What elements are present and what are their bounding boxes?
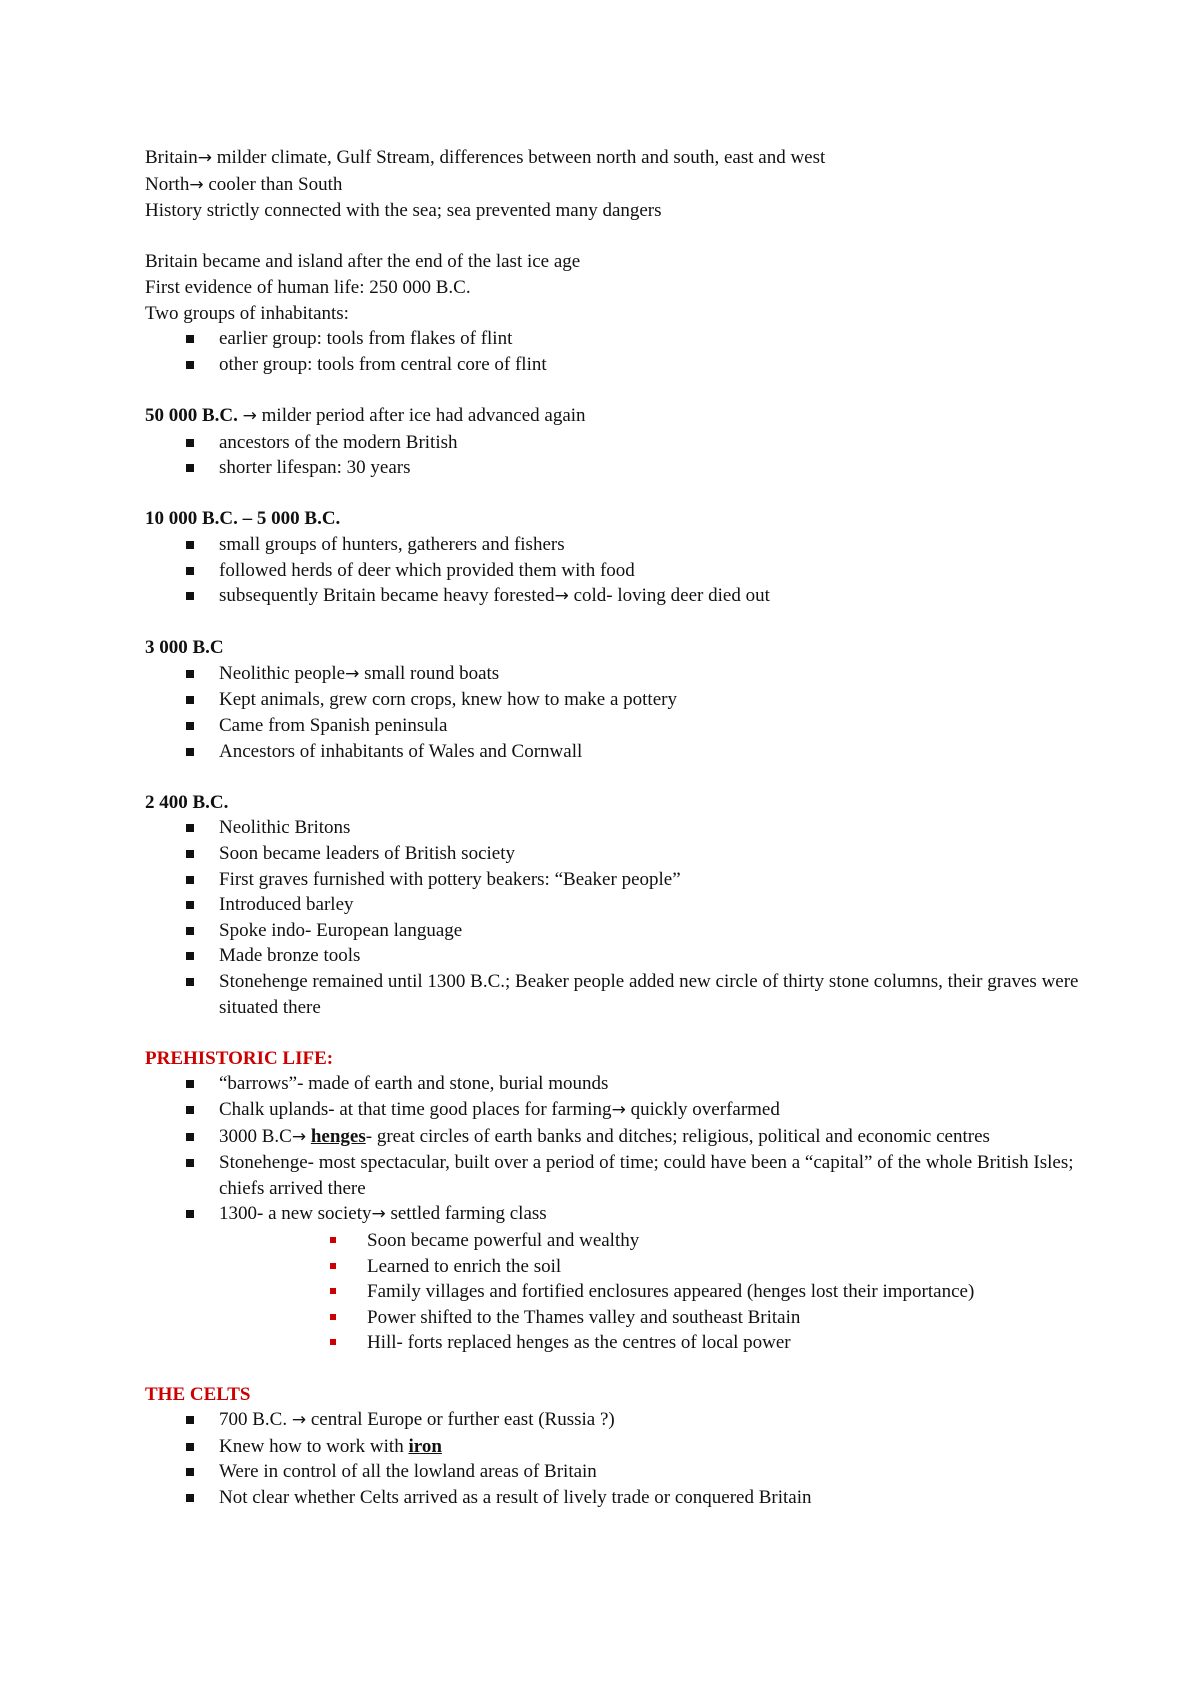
list-item-text: Soon became leaders of British society [219, 843, 516, 865]
list-item-text: Kept animals, grew corn crops, knew how to make a pottery [219, 689, 677, 711]
list-item [145, 661, 1105, 688]
list-item [145, 739, 1105, 765]
sub-list-item-text: Soon became powerful and wealthy [367, 1229, 640, 1251]
text-run: - great circles of earth banks and ditches; religious, political and economic centres [365, 1125, 990, 1147]
text-run: cold- loving deer died out [568, 585, 770, 607]
square-bullet-icon [186, 1494, 194, 1502]
list-item [145, 841, 1105, 867]
section-heading-the-celts: THE CELTS [145, 1383, 251, 1405]
list-item [145, 1097, 1105, 1124]
list-item-text: Stonehenge remained until 1300 B.C.; Beaker people added new circle of thirty stone columns, their graves were situated there [219, 971, 1079, 1018]
red-square-bullet-icon [330, 1314, 336, 1320]
origins-line-1: Britain became and island after the end of the last ice age [145, 251, 581, 273]
text-run: subsequently Britain became heavy forested [219, 585, 555, 607]
list-item-text: Made bronze tools [219, 945, 361, 967]
section-heading-prehistoric-life: PREHISTORIC LIFE: [145, 1047, 334, 1069]
square-bullet-icon [186, 335, 194, 343]
sub-list-item [145, 1305, 1105, 1331]
list-item [145, 1434, 1105, 1460]
list-item-text: “barrows”- made of earth and stone, burial mounds [219, 1073, 609, 1095]
sub-list-item [145, 1254, 1105, 1280]
spacer [145, 481, 1105, 507]
section-heading-3000: 3 000 B.C [145, 637, 224, 659]
intro-line-3: History strictly connected with the sea; sea prevented many dangers [145, 200, 662, 222]
list-item-text: small groups of hunters, gatherers and fishers [219, 533, 565, 555]
text-run: cooler than South [203, 173, 343, 195]
list-item [145, 1485, 1105, 1511]
list-item-text: Not clear whether Celts arrived as a result of lively trade or conquered Britain [219, 1486, 812, 1508]
square-bullet-icon [186, 952, 194, 960]
list-item-text: Ancestors of inhabitants of Wales and Cornwall [219, 740, 583, 762]
spacer [145, 764, 1105, 790]
arrow-icon: → [371, 1204, 386, 1225]
section-heading-50000 [145, 403, 1105, 430]
spacer [145, 1020, 1105, 1046]
list-item-text: Neolithic Britons [219, 817, 351, 839]
square-bullet-icon [186, 670, 194, 678]
text-run: central Europe or further east (Russia ?) [306, 1409, 615, 1431]
list-item [145, 1124, 1149, 1151]
square-bullet-icon [186, 824, 194, 832]
document-page [145, 145, 1105, 1510]
text-run: 700 B.C. [219, 1409, 292, 1431]
square-bullet-icon [186, 1416, 194, 1424]
text-run: Chalk uplands- at that time good places for farming [219, 1098, 612, 1120]
square-bullet-icon [186, 876, 194, 884]
list-item [145, 1407, 1105, 1434]
square-bullet-icon [186, 592, 194, 600]
text-run: Knew how to work with [219, 1435, 409, 1457]
red-square-bullet-icon [330, 1263, 336, 1269]
red-square-bullet-icon [330, 1237, 336, 1243]
square-bullet-icon [186, 1159, 194, 1167]
list-item [145, 1150, 1119, 1201]
square-bullet-icon [186, 901, 194, 909]
square-bullet-icon [186, 1080, 194, 1088]
square-bullet-icon [186, 1133, 194, 1141]
square-bullet-icon [186, 439, 194, 447]
list-item [145, 583, 1105, 610]
square-bullet-icon [186, 978, 194, 986]
square-bullet-icon [186, 927, 194, 935]
list-item [145, 455, 1105, 481]
list-item [145, 969, 1079, 1020]
list-item-text: Came from Spanish peninsula [219, 715, 448, 737]
spacer [145, 610, 1105, 636]
square-bullet-icon [186, 361, 194, 369]
arrow-icon: → [189, 174, 204, 195]
list-item [145, 713, 1105, 739]
sub-list-item-text: Hill- forts replaced henges as the centres of local power [367, 1332, 791, 1354]
list-item [145, 326, 1105, 352]
text-run: Neolithic people [219, 662, 346, 684]
list-item [145, 815, 1105, 841]
list-item [145, 687, 1105, 713]
arrow-icon: → [291, 1410, 307, 1431]
text-run: small round boats [359, 662, 500, 684]
list-item [145, 918, 1105, 944]
square-bullet-icon [186, 1468, 194, 1476]
list-item-text: shorter lifespan: 30 years [219, 457, 411, 479]
spacer [145, 224, 1105, 250]
text-run: 3000 B.C [219, 1125, 292, 1147]
section-heading-10000: 10 000 B.C. – 5 000 B.C. [145, 508, 341, 530]
square-bullet-icon [186, 464, 194, 472]
text-run: milder climate, Gulf Stream, differences between north and south, east and west [212, 147, 826, 168]
list-item [145, 430, 1105, 456]
list-item [145, 1459, 1105, 1485]
text-run: Britain [145, 147, 198, 168]
emphasized-term: iron [408, 1435, 442, 1457]
list-item [145, 892, 1105, 918]
square-bullet-icon [186, 1210, 194, 1218]
intro-line-2 [145, 172, 1105, 199]
arrow-icon: → [291, 1126, 307, 1147]
list-item-text: ancestors of the modern British [219, 431, 458, 453]
list-item-text: earlier group: tools from flakes of flint [219, 328, 513, 350]
list-item [145, 1201, 1105, 1228]
sub-list-item-text: Family villages and fortified enclosures appeared (henges lost their importance) [367, 1281, 975, 1303]
square-bullet-icon [186, 1443, 194, 1451]
square-bullet-icon [186, 696, 194, 704]
text-run: quickly overfarmed [625, 1098, 780, 1120]
intro-line-1 [145, 145, 1105, 172]
sub-list-item-text: Learned to enrich the soil [367, 1255, 562, 1277]
sub-list-item-text: Power shifted to the Thames valley and southeast Britain [367, 1306, 801, 1328]
heading-text: 50 000 B.C. [145, 404, 238, 426]
text-run: settled farming class [385, 1203, 547, 1225]
list-item [145, 943, 1105, 969]
list-item-text: Introduced barley [219, 894, 354, 916]
text-run: milder period after ice had advanced again [256, 404, 586, 426]
list-item-text: Were in control of all the lowland areas of Britain [219, 1461, 597, 1483]
arrow-icon: → [554, 586, 569, 607]
list-item-text: followed herds of deer which provided them with food [219, 559, 635, 581]
list-item-text: Stonehenge- most spectacular, built over a period of time; could have been a “capital” of the whole British Isles; chiefs arrived there [219, 1152, 1074, 1199]
square-bullet-icon [186, 722, 194, 730]
text-run: North [145, 173, 190, 195]
sub-list-item [145, 1330, 1105, 1356]
list-item-text: other group: tools from central core of flint [219, 353, 547, 375]
sub-list-item [145, 1228, 1105, 1254]
list-item [145, 867, 1105, 893]
spacer [145, 377, 1105, 403]
square-bullet-icon [186, 541, 194, 549]
square-bullet-icon [186, 748, 194, 756]
list-item [145, 352, 1105, 378]
red-square-bullet-icon [330, 1288, 336, 1294]
sub-list-item [145, 1279, 1197, 1305]
list-item-text: First graves furnished with pottery beakers: “Beaker people” [219, 868, 681, 890]
square-bullet-icon [186, 567, 194, 575]
square-bullet-icon [186, 1106, 194, 1114]
spacer [145, 1356, 1105, 1382]
arrow-icon: → [611, 1099, 626, 1120]
list-item-text: Spoke indo- European language [219, 919, 463, 941]
list-item [145, 558, 1105, 584]
red-square-bullet-icon [330, 1339, 336, 1345]
emphasized-term: henges [310, 1125, 366, 1147]
section-heading-2400: 2 400 B.C. [145, 791, 229, 813]
arrow-icon: → [242, 405, 257, 426]
arrow-icon: → [197, 148, 213, 168]
square-bullet-icon [186, 850, 194, 858]
arrow-icon: → [345, 663, 360, 684]
text-run: 1300- a new society [219, 1203, 372, 1225]
list-item [145, 532, 1105, 558]
list-item [145, 1071, 1105, 1097]
origins-line-3: Two groups of inhabitants: [145, 302, 349, 324]
origins-line-2: First evidence of human life: 250 000 B.C. [145, 276, 471, 298]
